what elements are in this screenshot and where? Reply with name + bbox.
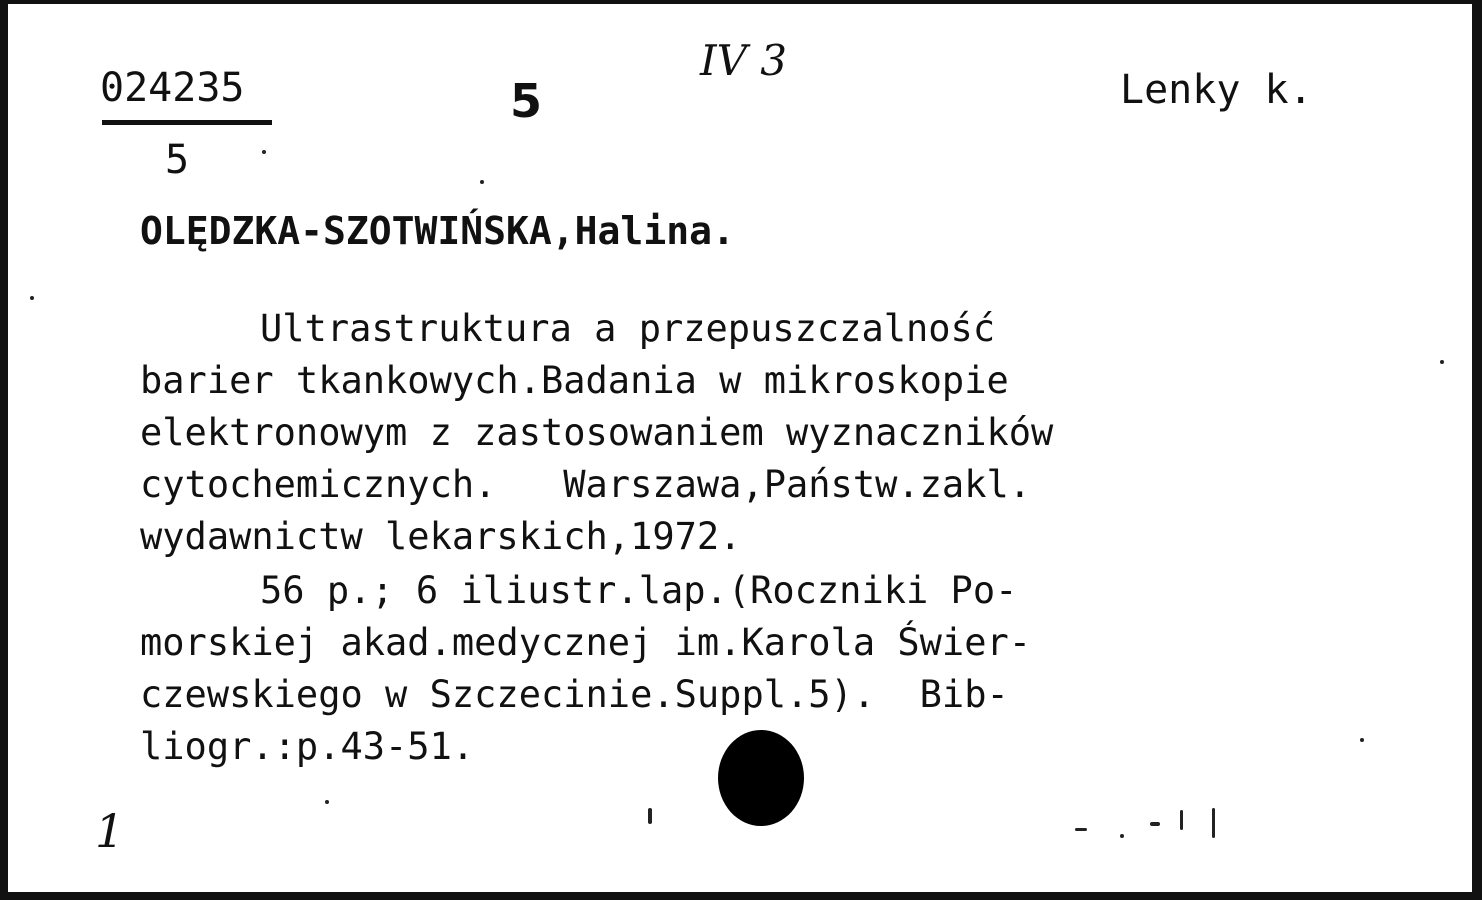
ink-speck xyxy=(30,296,34,300)
body-line: elektronowym z zastosowaniem wyznaczników xyxy=(140,411,1054,454)
card-border-left xyxy=(0,0,8,900)
ink-speck xyxy=(1120,834,1124,838)
punch-hole xyxy=(718,730,804,826)
handwritten-bottom-mark: 1 xyxy=(95,804,125,858)
call-number: 024235 xyxy=(100,65,245,111)
volume-number: 5 xyxy=(510,74,543,128)
card-border-bottom xyxy=(0,892,1482,900)
location-mark: Lenky k. xyxy=(1120,67,1313,113)
ink-speck xyxy=(1360,738,1364,742)
body-line: barier tkankowych.Badania w mikroskopie xyxy=(140,359,1009,402)
call-number-underline xyxy=(102,120,272,125)
card-border-top xyxy=(0,0,1482,4)
card-border-right xyxy=(1472,0,1482,900)
ink-speck xyxy=(1075,828,1087,831)
body-line: morskiej akad.medycznej im.Karola Świer- xyxy=(140,621,1032,664)
handwritten-mark: IV 3 xyxy=(700,36,787,85)
body-line: czewskiego w Szczecinie.Suppl.5). Bib- xyxy=(140,673,1009,716)
body-line: cytochemicznych. Warszawa,Państw.zakl. xyxy=(140,463,1032,506)
ink-speck xyxy=(262,150,266,154)
ink-speck xyxy=(480,180,484,184)
body-line: Ultrastruktura a przepuszczalność xyxy=(260,307,996,350)
ink-speck xyxy=(1440,360,1444,364)
body-line: wydawnictw lekarskich,1972. xyxy=(140,515,742,558)
body-line: 56 p.; 6 iliustr.lap.(Roczniki Po- xyxy=(260,569,1018,612)
ink-speck xyxy=(1180,810,1183,830)
ink-speck xyxy=(648,808,652,824)
body-line: liogr.:p.43-51. xyxy=(140,725,475,768)
author-heading: OLĘDZKA-SZOTWIŃSKA,Halina. xyxy=(140,209,735,253)
ink-speck xyxy=(325,800,329,804)
ink-speck xyxy=(1150,822,1160,826)
call-number-sub: 5 xyxy=(165,137,190,183)
ink-speck xyxy=(1212,808,1215,838)
